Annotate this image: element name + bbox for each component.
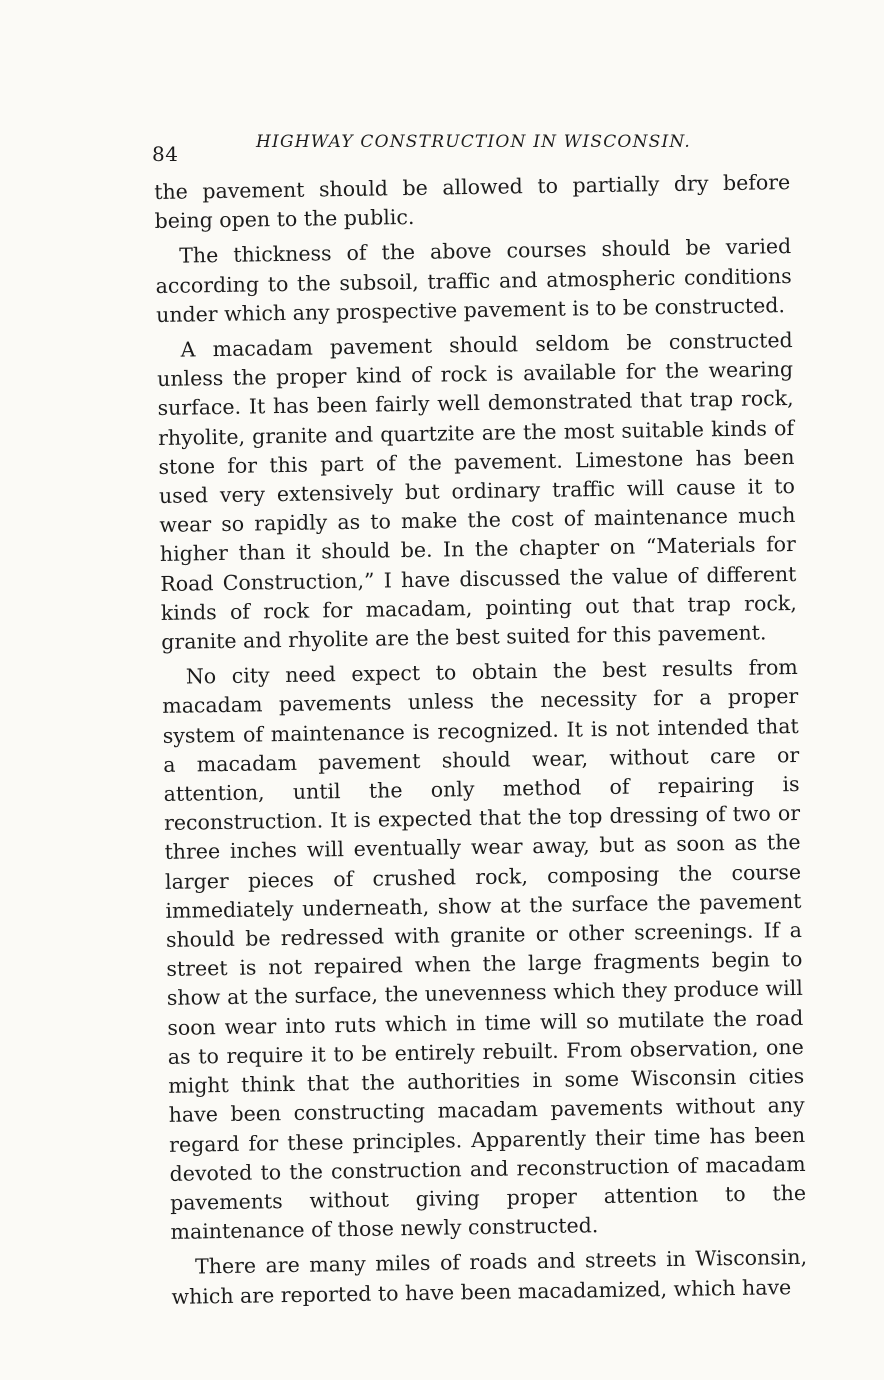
page-header <box>152 132 802 166</box>
paragraph-wisconsin-roads: There are many miles of roads and streets in Wisconsin, which are reported to have been macadamized, which have <box>171 1245 808 1309</box>
running-head: HIGHWAY CONSTRUCTION IN WISCONSIN. <box>256 132 691 152</box>
page-number: 84 <box>152 142 179 166</box>
page-body <box>154 168 812 1318</box>
paragraph-rock-types: A macadam pavement should seldom be constructed unless the proper kind of rock is available for the wearing surface. It has been fairly well demonstrated that trap rock, rhyolite, granite and quartzite are the most suitable kinds of stone for this part of the pavement. Limestone has been used very extensively but ordinary traffic will cause it to wear so rapidly as to make the cost of maintenance much higher than it should be. In the chapter on “Materials for Road Construction,” I have discussed the value of different kinds of rock for macadam, pointing out that trap rock, granite and rhyolite are the best suited for this pavement. <box>156 328 797 654</box>
paragraph-thickness: The thickness of the above courses should be varied according to the subsoil, traffic and atmospheric conditions under which any prospective pavement is to be constructed. <box>155 234 792 327</box>
paragraph-maintenance: No city need expect to obtain the best results from macadam pavements unless the necessity for a proper system of maintenance is recognized. It is not intended that a macadam pavement should wear, without care or attention, until the only method of repairing is reconstruction. It is expected that the top dressing of two or three inches will eventually wear away, but as soon as the larger pieces of crushed rock, composing the course immediately underneath, show at the surface the pavement should be redressed with granite or other screenings. If a street is not repaired when the large fragments begin to show at the surface, the unevenness which they produce will soon wear into ruts which in time will so mutilate the road as to require it to be entirely rebuilt. From observation, one might think that the authorities in some Wisconsin cities have been constructing macadam pavements without any regard for these principles. Apparently their time has been devoted to the construction and reconstruction of macadam pavements without giving proper attention to the maintenance of those newly constructed. <box>162 655 807 1244</box>
paragraph-continued: the pavement should be allowed to partially dry before being open to the public. <box>154 170 791 234</box>
